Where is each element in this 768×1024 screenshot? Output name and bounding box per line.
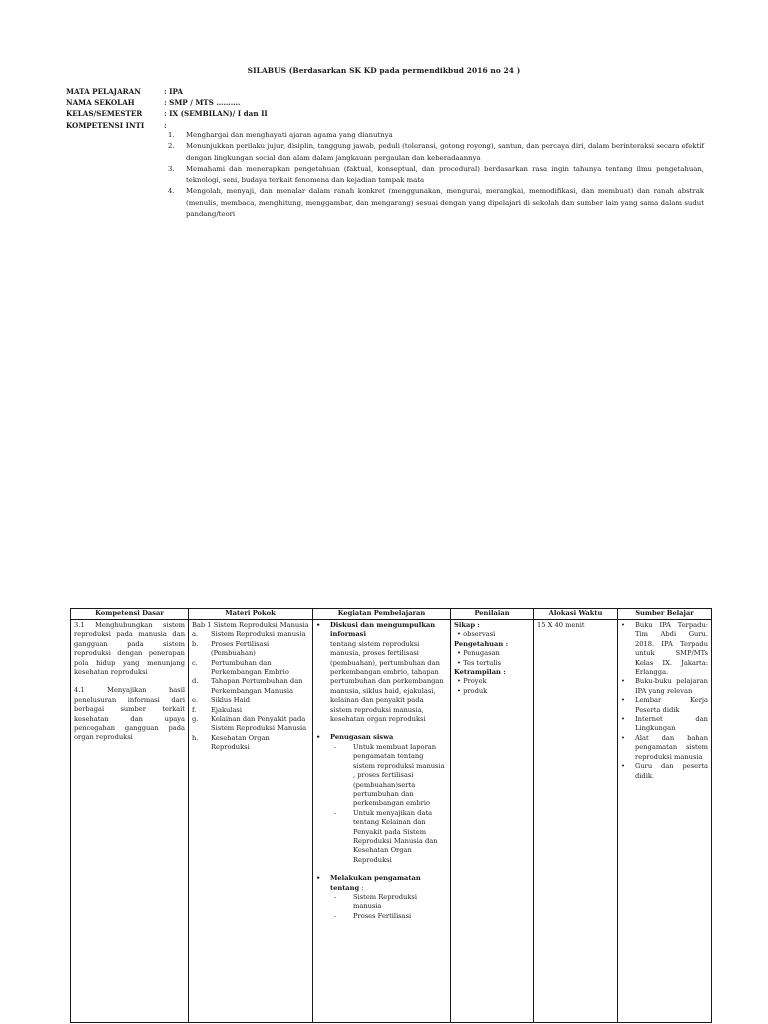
materi-text: Siklus Haid — [211, 696, 251, 705]
list-item — [621, 621, 708, 677]
bullet-icon: • — [621, 677, 625, 686]
penilaian-heading: Sikap : — [454, 621, 480, 629]
materi-letter: c. — [192, 658, 198, 667]
dash-icon: - — [334, 742, 337, 751]
list-item — [330, 893, 447, 912]
meta-key: KOMPETENSI INTI — [66, 120, 145, 130]
header-penilaian: Penilaian — [451, 609, 534, 620]
kegiatan-pengamatan-title: Melakukan pengamatan tentang — [330, 874, 421, 892]
list-item — [192, 734, 309, 753]
sumber-text: Guru dan peserta didik. — [635, 762, 708, 780]
penilaian-item: • Proyek — [457, 677, 487, 686]
ki-number: 2. — [168, 142, 175, 151]
list-item — [192, 715, 309, 734]
dash-icon: - — [334, 808, 337, 817]
meta-value: : — [164, 120, 167, 130]
materi-text: Proses Fertilisasi (Pembuahan) — [211, 639, 270, 658]
kd-4-1: 4.1 Menyajikan hasil penelusuran informasi dari berbagai sumber terkait kesehatan dan upaya pencegahan gangguan pada organ reproduksi — [74, 686, 185, 742]
meta-key: MATA PELAJARAN — [66, 87, 141, 96]
materi-letter: d. — [192, 677, 199, 686]
penilaian-item: • Penugasan — [457, 649, 500, 658]
materi-pokok-cell — [189, 620, 313, 1023]
kegiatan-diskusi-text: tentang sistem reproduksi manusia, proses fertilisasi (pembuahan), pertumbuhan dan perkembangan embrio, tahapan pertumbuhan dan perkembangan manusia, siklus haid, ejakulasi, kelainan dan penyakit pada sistem reproduksi manusia, kesehatan organ reproduksi — [330, 639, 444, 724]
bullet-icon: • — [316, 733, 321, 742]
penilaian-heading: Pengetahuan : — [454, 639, 509, 648]
meta-value: : IX (SEMBILAN)/ I dan II — [164, 109, 268, 119]
list-item — [330, 912, 447, 921]
ki-text: Memahami dan menerapkan pengetahuan (faktual, konseptual, dan procedural) berdasarkan rasa ingin tahunya tentang ilmu pengetahuan, teknologi, seni, budaya terkait fenomena dan kejadian tampak mata — [186, 164, 704, 185]
list-item — [192, 677, 309, 696]
kegiatan-pengamatan-suffix: : — [359, 883, 364, 892]
bullet-icon: • — [621, 696, 625, 705]
sumber-text: Alat dan bahan pengamatan sistem reproduksi manusia — [635, 733, 708, 761]
list-item — [330, 743, 447, 809]
materi-heading: Bab 1 Sistem Reproduksi Manusia — [192, 621, 309, 629]
dash-icon: - — [334, 892, 337, 901]
ki-text: Mengolah, menyaji, dan menalar dalam ranah konkret (menggunakan, mengurai, merangkai, memodifikasi, dan membuat) dan ranah abstrak (menulis, membaca, menghitung, menggambar, dan mengarang) sesuai dengan yang dipelajari di sekolah dan sumber lain yang sama dalam sudut pandang/teori — [186, 187, 704, 219]
meta-value: : IPA — [164, 87, 183, 96]
kompetensi-inti-list — [168, 130, 704, 220]
kompetensi-dasar-cell — [71, 620, 189, 1023]
sumber-text: Buku-buku pelajaran IPA yang relevan — [635, 677, 708, 695]
table-row — [71, 620, 712, 1023]
list-item — [621, 715, 708, 734]
list-item — [192, 640, 309, 659]
header-sumber-belajar: Sumber Belajar — [618, 609, 712, 620]
list-item — [316, 733, 447, 865]
materi-letter: a. — [192, 630, 199, 639]
list-item — [192, 696, 309, 705]
syllabus-table — [70, 608, 712, 1023]
kd-3-1: 3.1 Menghubungkan sistem reproduksi pada manusia dan gangguan pada sistem reproduksi dengan penerapan pola hidup yang menunjang kesehatan reproduksi — [74, 621, 185, 677]
kegiatan-pengamatan-1: Sistem Reproduksi manusia — [353, 892, 417, 911]
ki-text: Menunjukkan perilaku jujur, disiplin, tanggung jawab, peduli (toleransi, gotong royong), santun, dan percaya diri, dalam berinteraksi secara efektif dengan lingkungan social dan alam dalam jangkauan pergaulan dan keberadaannya — [186, 142, 704, 162]
materi-letter: f. — [192, 705, 197, 714]
document-title: SILABUS (Berdasarkan SK KD pada permendikbud 2016 no 24 ) — [247, 66, 521, 75]
dash-icon: - — [334, 911, 337, 920]
materi-text: Pertumbuhan dan Perkembangan Embrio — [211, 658, 289, 677]
penilaian-item: • observasi — [457, 630, 496, 639]
bullet-icon: • — [621, 715, 625, 724]
header-kegiatan-pembelajaran: Kegiatan Pembelajaran — [313, 609, 451, 620]
kegiatan-pengamatan-2: Proses Fertilisasi — [353, 911, 412, 920]
kegiatan-diskusi-title: Diskusi dan mengumpulkan informasi — [330, 621, 436, 639]
materi-text: Ejakulasi — [211, 705, 242, 714]
sumber-belajar-cell — [618, 620, 712, 1023]
materi-letter: b. — [192, 639, 199, 648]
bullet-icon: • — [316, 621, 321, 629]
ki-number: 3. — [168, 164, 175, 173]
kegiatan-penugasan-2: Untuk menyajikan data tentang Kelainan dan Penyakit pada Sistem Reproduksi Manusia dan Kesehatan Organ Reproduksi — [353, 808, 438, 864]
meta-row — [66, 97, 268, 108]
sumber-text: Buku IPA Terpadu: Tim Abdi Guru. 2018. IPA Terpadu untuk SMP/MTs Kelas IX. Jakarta: Erlangga. — [635, 621, 708, 677]
materi-text: Sistem Reproduksi manusia — [211, 630, 306, 639]
materi-letter: g. — [192, 715, 199, 724]
subject-metadata — [66, 86, 268, 131]
materi-letter: h. — [192, 733, 199, 742]
sumber-text: Internet dan Lingkungan — [635, 715, 708, 733]
bullet-icon: • — [621, 621, 625, 629]
list-item — [192, 630, 309, 639]
sumber-text: Lembar Kerja Peserta didik — [635, 696, 708, 714]
ki-number: 4. — [168, 187, 175, 196]
materi-text: Tahapan Pertumbuhan dan Perkembangan Manusia — [211, 677, 303, 695]
materi-letter: e. — [192, 696, 199, 705]
kegiatan-penugasan-title: Penugasan siswa — [330, 733, 394, 742]
list-item — [192, 659, 309, 678]
penilaian-item: • Tes tertulis — [457, 658, 502, 667]
list-item — [192, 706, 309, 715]
header-alokasi-waktu: Alokasi Waktu — [534, 609, 618, 620]
alokasi-waktu-value: 15 X 40 menit — [537, 621, 585, 629]
list-item — [168, 164, 704, 187]
list-item — [330, 809, 447, 865]
list-item — [316, 874, 447, 921]
meta-key: KELAS/SEMESTER — [66, 109, 143, 119]
list-item — [168, 130, 704, 141]
kegiatan-pembelajaran-cell — [313, 620, 451, 1023]
meta-row — [66, 108, 268, 119]
materi-text: Kesehatan Organ Reproduksi — [211, 733, 270, 752]
ki-text: Menghargai dan menghayati ajaran agama yang dianutnya — [186, 131, 393, 139]
list-item — [621, 734, 708, 762]
kegiatan-penugasan-1: Untuk membuat laporan pengamatan tentang sistem reproduksi manusia , proses fertilisasi (pembuahan)serta pertumbuhan dan perkembangan embrio — [353, 742, 445, 808]
bullet-icon: • — [621, 733, 625, 742]
materi-list — [192, 630, 309, 752]
ki-number: 1. — [168, 131, 175, 139]
penilaian-cell — [451, 620, 534, 1023]
list-item — [621, 696, 708, 715]
meta-key: NAMA SEKOLAH — [66, 98, 135, 108]
bullet-icon: • — [621, 762, 625, 771]
meta-row — [66, 86, 268, 97]
bullet-icon: • — [316, 874, 321, 883]
materi-text: Kelainan dan Penyakit pada Sistem Reproduksi Manusia — [211, 715, 307, 733]
alokasi-waktu-cell — [534, 620, 618, 1023]
meta-value: : SMP / MTS ………. — [164, 98, 241, 108]
header-materi-pokok: Materi Pokok — [189, 609, 313, 620]
header-kompetensi-dasar: Kompetensi Dasar — [71, 609, 189, 620]
list-item — [621, 677, 708, 696]
penilaian-item: • produk — [457, 686, 488, 695]
list-item — [168, 141, 704, 164]
list-item — [168, 186, 704, 220]
penilaian-heading: Ketrampilan : — [454, 668, 506, 677]
table-header-row — [71, 609, 712, 620]
list-item — [316, 621, 447, 724]
list-item — [621, 762, 708, 781]
